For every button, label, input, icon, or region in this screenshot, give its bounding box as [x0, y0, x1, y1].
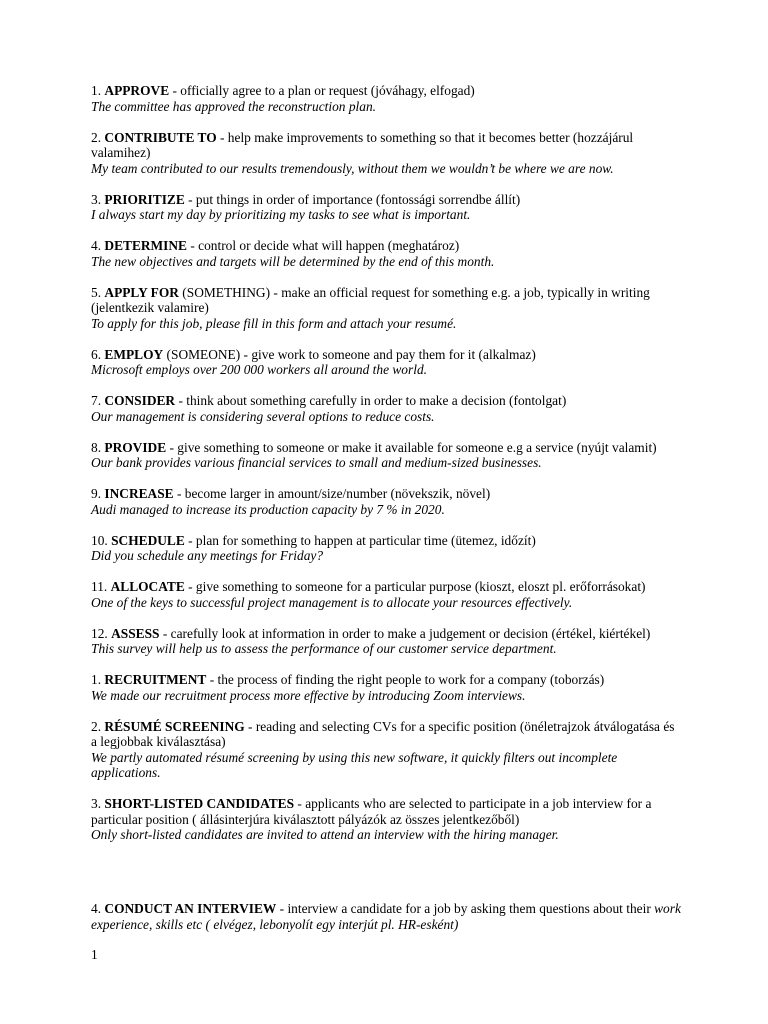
entry-number: 7. — [91, 393, 102, 408]
vocabulary-entry — [91, 192, 681, 223]
entry-term: DETERMINE — [104, 238, 187, 253]
entry-term: EMPLOY — [104, 346, 164, 362]
entry-example: My team contributed to our results tremendously, without them we wouldn’t be where we are now. — [91, 160, 614, 176]
vocabulary-entry — [91, 130, 681, 177]
vocabulary-entry — [91, 238, 681, 269]
entry-definition: - make an official request for something e.g. a job, typically in writing (jelentkezik valamire) — [91, 284, 650, 315]
entry-term: CONSIDER — [104, 393, 176, 408]
entry-example: Microsoft employs over 200 000 workers all around the world. — [91, 362, 427, 377]
entry-definition-line — [91, 285, 681, 316]
entry-definition-italic: work experience, skills etc ( elvégez, lebonyolít egy interjút pl. HR-esként) — [91, 901, 681, 932]
entry-number: 2. — [91, 129, 102, 145]
entry-term: SHORT-LISTED CANDIDATES — [104, 796, 295, 811]
entry-number: 3. — [91, 191, 102, 207]
entry-definition: - become larger in amount/size/number (növekszik, növel) — [173, 486, 491, 501]
entry-number: 10. — [91, 532, 108, 548]
vocabulary-entry — [91, 347, 681, 378]
entry-definition: - give work to someone and pay them for it (alkalmaz) — [240, 346, 536, 362]
entry-definition: - carefully look at information in order to make a judgement or decision (értékel, kiértékel) — [159, 625, 651, 641]
vocabulary-list — [91, 83, 681, 858]
entry-definition-line — [91, 347, 681, 363]
entry-definition: - applicants who are selected to participate in a job interview for a particular position ( állásinterjúra kiválasztott pályázók az összes jelentkezőből) — [91, 796, 652, 827]
vocabulary-entry — [91, 393, 681, 424]
entry-example: Audi managed to increase its production capacity by 7 % in 2020. — [91, 501, 445, 517]
entry-term: PRIORITIZE — [104, 191, 185, 207]
entry-definition: - control or decide what will happen (meghatároz) — [187, 238, 460, 253]
entry-number: 8. — [91, 439, 102, 455]
entry-definition-line — [91, 83, 681, 99]
vocabulary-entry — [91, 533, 681, 564]
vocabulary-entry — [91, 579, 681, 610]
entry-number: 4. — [91, 901, 102, 916]
entry-definition-line — [91, 796, 681, 827]
page-number: 1 — [91, 947, 98, 962]
entry-term-qualifier: (SOMETHING) — [178, 284, 271, 300]
vocabulary-entry — [91, 719, 681, 781]
entry-definition: - interview a candidate for a job by asking them questions about their — [276, 901, 655, 916]
entry-number: 1. — [91, 83, 102, 98]
entry-number: 4. — [91, 238, 102, 253]
entry-definition-line — [91, 533, 681, 549]
entry-example: Our management is considering several options to reduce costs. — [91, 408, 435, 424]
entry-example: The new objectives and targets will be determined by the end of this month. — [91, 253, 495, 269]
entry-definition-line — [91, 192, 681, 208]
entry-term: APPROVE — [104, 83, 170, 98]
entry-term: RÉSUMÉ SCREENING — [104, 718, 245, 734]
entry-example: To apply for this job, please fill in this form and attach your resumé. — [91, 315, 457, 331]
entry-definition-line — [91, 130, 681, 161]
vocabulary-entry — [91, 285, 681, 332]
entry-definition-line — [91, 238, 681, 254]
entry-example: One of the keys to successful project management is to allocate your resources effectively. — [91, 594, 573, 610]
entry-example: Our bank provides various financial services to small and medium-sized businesses. — [91, 455, 542, 470]
entry-definition: - reading and selecting CVs for a specific position (önéletrajzok átválogatása és a legjobbak kiválasztása) — [91, 718, 675, 749]
entry-definition-line — [91, 440, 681, 456]
entry-definition-line — [91, 672, 681, 688]
vocabulary-entry — [91, 83, 681, 114]
entry-definition: - give something to someone for a particular purpose (kioszt, eloszt pl. erőforrásokat) — [184, 579, 646, 594]
entry-definition-line — [91, 486, 681, 502]
entry-definition-line — [91, 393, 681, 409]
vocabulary-entry — [91, 440, 681, 471]
entry-term: ALLOCATE — [110, 579, 185, 594]
entry-number: 5. — [91, 284, 102, 300]
entry-example: We made our recruitment process more effective by introducing Zoom interviews. — [91, 687, 526, 703]
entry-term: ASSESS — [111, 625, 160, 641]
entry-example: I always start my day by prioritizing my tasks to see what is important. — [91, 207, 471, 222]
vocabulary-entry — [91, 672, 681, 703]
entry-example: The committee has approved the reconstruction plan. — [91, 98, 376, 114]
entry-definition-line — [91, 901, 681, 932]
entry-definition: - officially agree to a plan or request (jóváhagy, elfogad) — [169, 83, 475, 98]
entry-term: CONDUCT AN INTERVIEW — [104, 901, 277, 916]
entry-number: 6. — [91, 346, 102, 362]
entry-definition-line — [91, 719, 681, 750]
entry-term: CONTRIBUTE TO — [104, 129, 217, 145]
entry-term: INCREASE — [104, 486, 174, 501]
entry-definition: - plan for something to happen at particular time (ütemez, időzít) — [184, 532, 536, 548]
entry-term: PROVIDE — [104, 439, 167, 455]
entry-number: 11. — [91, 579, 108, 594]
entry-number: 9. — [91, 486, 102, 501]
vocabulary-entry — [91, 626, 681, 657]
entry-definition-line — [91, 579, 681, 595]
entry-definition: - the process of finding the right people to work for a company (toborzás) — [206, 672, 605, 687]
vocabulary-entry — [91, 796, 681, 843]
entry-example: Only short-listed candidates are invited to attend an interview with the hiring manager. — [91, 827, 559, 842]
entry-number: 1. — [91, 672, 102, 687]
entry-definition: - help make improvements to something so that it becomes better (hozzájárul valamihez) — [91, 129, 634, 160]
entry-example: This survey will help us to assess the performance of our customer service department. — [91, 641, 557, 656]
entry-definition: - think about something carefully in order to make a decision (fontolgat) — [175, 393, 567, 408]
vocabulary-entry — [91, 901, 681, 932]
entry-definition: - put things in order of importance (fontossági sorrendbe állít) — [184, 191, 521, 207]
entry-example: Did you schedule any meetings for Friday? — [91, 548, 324, 563]
entry-definition-line — [91, 626, 681, 642]
entry-term: RECRUITMENT — [104, 672, 207, 687]
entry-term-qualifier: (SOMEONE) — [163, 346, 241, 362]
entry-example: We partly automated résumé screening by using this new software, it quickly filters out incomplete applications. — [91, 749, 618, 780]
entry-term: SCHEDULE — [111, 532, 185, 548]
entry-number: 12. — [91, 625, 108, 641]
entry-number: 3. — [91, 796, 102, 811]
entry-definition: - give something to someone or make it available for someone e.g a service (nyújt valamit) — [166, 439, 657, 455]
entry-number: 2. — [91, 718, 102, 734]
vocabulary-entry — [91, 486, 681, 517]
entry-term: APPLY FOR — [104, 284, 179, 300]
